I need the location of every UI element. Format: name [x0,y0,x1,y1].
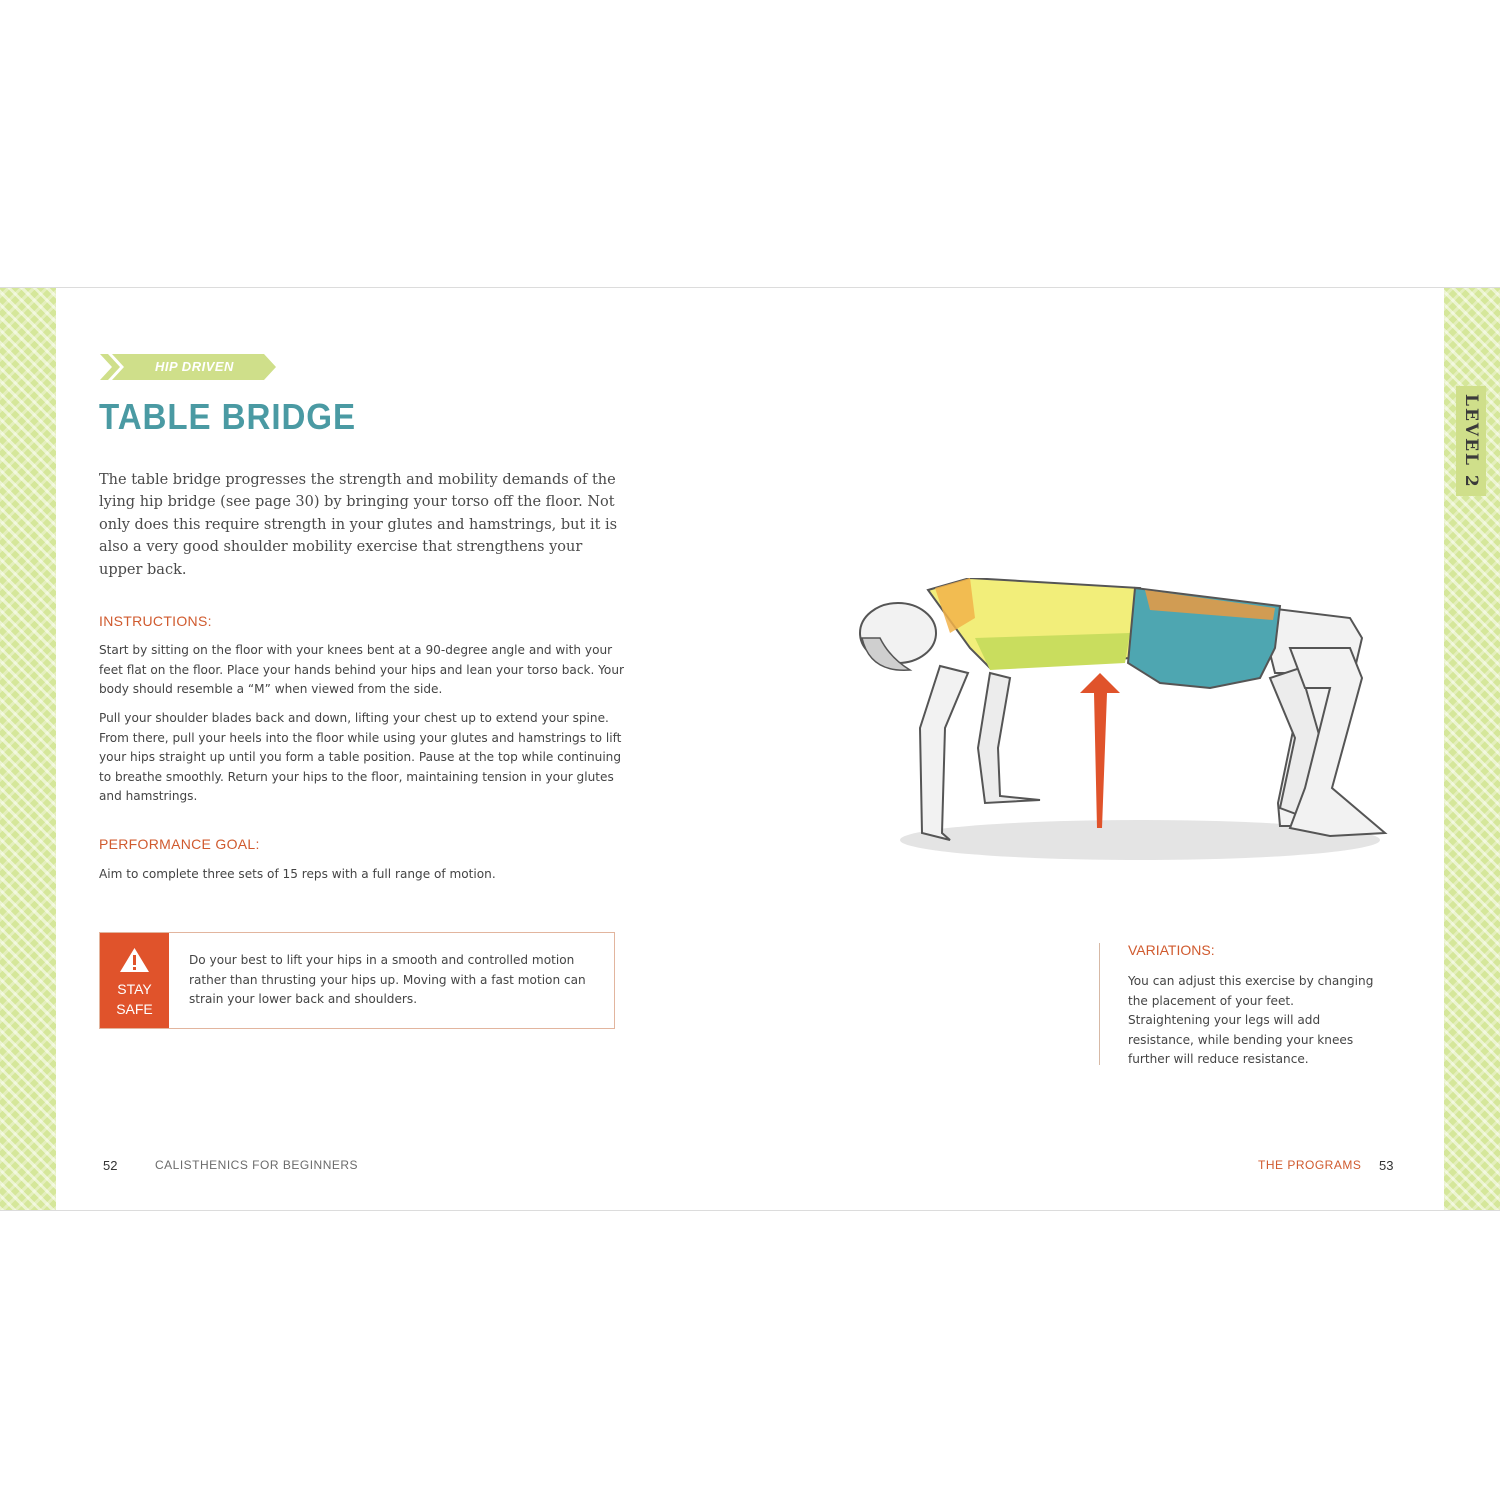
variations-text: You can adjust this exercise by changing the placement of your feet. Straightening your legs will add resistance, while bending your knees further will reduce resistance. [1128,974,1374,1066]
left-page-number-text: 52 [103,1158,118,1173]
intro-paragraph: The table bridge progresses the strength and mobility demands of the lying hip bridge (see page 30) by bringing your torso off the floor. Not only does this require strength in your glutes and hamstrings, but it is also a very good shoulder mobility exercise that strengthens your upper back. [99,472,618,578]
left-page-number [103,1158,117,1173]
stay-safe-label-line1: STAY [117,981,152,997]
stay-safe-badge [100,933,169,1028]
variations-heading: VARIATIONS: [1128,942,1215,958]
book-spread [0,287,1500,1211]
level-tab-label-wrap [1457,388,1485,494]
variations-rule [1099,943,1100,1065]
category-tag [100,354,276,380]
page-title: TABLE BRIDGE [99,396,356,437]
level-tab-label: LEVEL 2 [1461,393,1481,489]
stay-safe-label [100,979,169,1019]
left-margin-stripe [0,288,56,1210]
performance-goal-text: Aim to complete three sets of 15 reps with a full range of motion. [99,867,496,881]
instructions-paragraph-1: Start by sitting on the floor with your knees bent at a 90-degree angle and with your feet flat on the floor. Place your hands behind your hips and lean your torso back. Your body should resemble a “M” when viewed from the side. [99,643,624,696]
right-page-number-text: 53 [1379,1158,1394,1173]
instructions-paragraph-2: Pull your shoulder blades back and down, lifting your chest up to extend your spine. From there, pull your heels into the floor while using your glutes and hamstrings to lift your hips straight up until you form a table position. Pause at the top while continuing to breathe smoothly. Return your hips to the floor, maintaining tension in your glutes and hamstrings. [99,711,622,803]
left-running-head: CALISTHENICS FOR BEGINNERS [155,1158,359,1172]
stay-safe-label-line2: SAFE [116,1001,153,1017]
instructions-heading: INSTRUCTIONS: [99,613,212,629]
stay-safe-text: Do your best to lift your hips in a smooth and controlled motion rather than thrusting your hips up. Moving with a fast motion can strain your lower back and shoulders. [189,953,586,1006]
right-page-number [1379,1158,1393,1173]
performance-goal-heading: PERFORMANCE GOAL: [99,836,260,852]
right-running-head: THE PROGRAMS [1258,1158,1362,1172]
stay-safe-callout [99,932,615,1029]
table-bridge-illustration [850,578,1395,878]
category-tag-label: HIP DRIVEN [155,359,234,374]
